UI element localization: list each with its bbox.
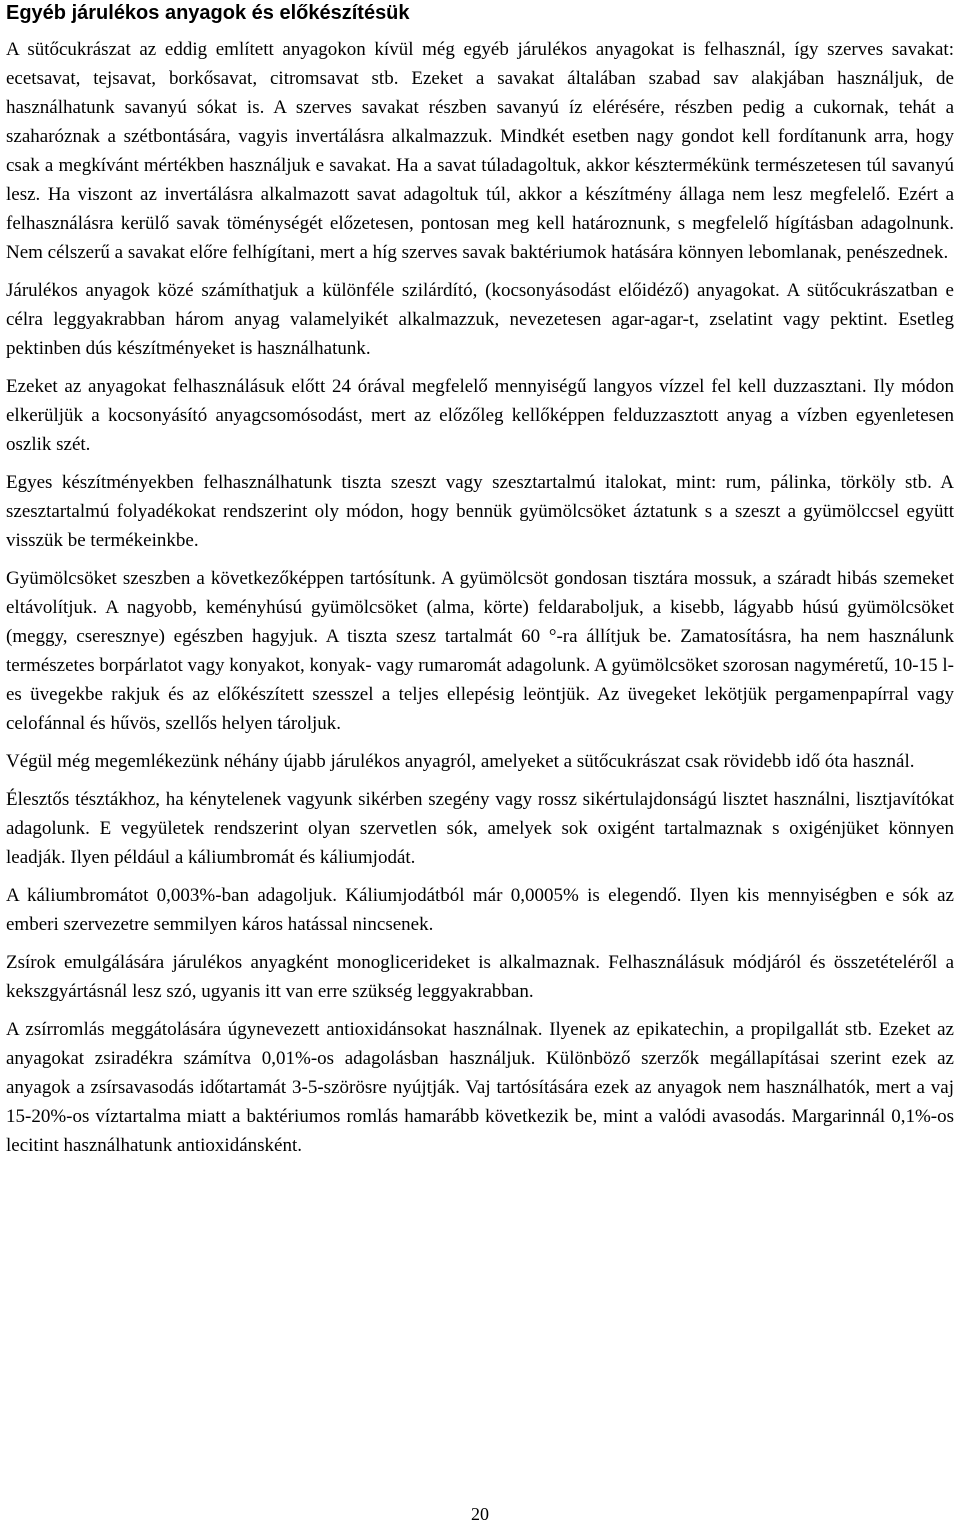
paragraph-fruit-preservation: Gyümölcsöket szeszben a következőképpen tartósítunk. A gyümölcsöt gondosan tisztára mossuk, a száradt hibás szemeket eltávolítjuk. A nagyobb, keményhúsú gyümölcsöket (alma, körte) feldaraboljuk, a kisebb, lágyabb húsú gyümölcsöket (meggy, cseresznye) egészben hagyjuk. A tiszta szesz tartalmát 60 °-ra állítjuk be. Zamatosításra, ha nem használunk természetes borpárlatot vagy konyakot, konyak- vagy rumaromát adagolunk. A gyümölcsöket szorosan nagyméretű, 10-15 l-es üvegekbe rakjuk és az előkészített szesszel a teljes ellepésig leöntjük. Az üvegeket lekötjük pergamenpapírral vagy celofánnal és hűvös, szellős helyen tároljuk. — [6, 568, 954, 734]
paragraph-dosage: A káliumbromátot 0,003%-ban adagoljuk. Káliumjodátból már 0,0005% is elegendő. Ilyen kis mennyiségben e sók az emberi szervezetre semmilyen káros hatással nincsenek. — [6, 885, 954, 935]
paragraph-organic-acids: A sütőcukrászat az eddig említett anyagokon kívül még egyéb járulékos anyagokat is felhasznál, így szerves savakat: ecetsavat, tejsavat, borkősavat, citromsavat stb. Ezeket a savakat általában szabad sav alakjában használjuk, de használhatunk savanyú sókat is. A szerves savakat részben savanyú íz elérésére, részben pedig a cukornak, tehát a szaharóznak a szétbontására, vagyis invertálásra alkalmazzuk. Mindkét esetben nagy gondot kell fordítanunk arra, hogy csak a megkívánt mértékben használjuk e savakat. Ha a savat túladagoltuk, akkor késztermékünk természetesen túl savanyú lesz. Ha viszont az invertálásra alkalmazott savat adagoltuk túl, akkor a készítmény állaga nem lesz megfelelő. Ezért a felhasználásra kerülő savak töménységét előzetesen, pontosan meg kell határoznunk, s megfelelő hígításban adagolnunk. Nem célszerű a savakat előre felhígítani, mert a híg szerves savak baktériumok hatására könnyen lebomlanak, penészednek. — [6, 39, 954, 263]
paragraph-emulsifiers: Zsírok emulgálására járulékos anyagként monoglicerideket is alkalmaznak. Felhasználásuk módjáról és összetételéről a kekszgyártásnál lesz szó, ugyanis itt van erre szükség leggyakrabban. — [6, 952, 954, 1002]
paragraph-flour-improvers: Élesztős tésztákhoz, ha kénytelenek vagyunk sikérben szegény vagy rossz sikértulajdonságú lisztet használni, lisztjavítókat adagolunk. E vegyületek rendszerint olyan szervetlen sók, amelyek sok oxigént tartalmaznak s oxigénjüket könnyen leadják. Ilyen például a káliumbromát és káliumjodát. — [6, 789, 954, 868]
paragraph-newer-additives: Végül még megemlékezünk néhány újabb járulékos anyagról, amelyeket a sütőcukrászat csak rövidebb idő óta használ. — [6, 751, 915, 772]
paragraph-spirits: Egyes készítményekben felhasználhatunk tiszta szeszt vagy szesztartalmú italokat, mint: rum, pálinka, törköly stb. A szesztartalmú folyadékokat rendszerint oly módon, hogy bennük gyümölcsöket áztatunk s a szeszt a gyümölccsel együtt visszük be termékeinkbe. — [6, 472, 954, 551]
paragraph-antioxidants: A zsírromlás meggátolására úgynevezett antioxidánsokat használnak. Ilyenek az epikatechin, a propilgallát stb. Ezeket az anyagokat zsiradékra számítva 0,01%-os adagolásban használjuk. Különböző szerzők megállapításai szerint ezek az anyagok a zsírsavasodás időtartamát 3-5-szörösre nyújtják. Vaj tartósítására ezek az anyagok nem használhatók, mert a vaj 15-20%-os víztartalma miatt a baktériumos romlás hamarább következik be, mint a valódi avasodás. Margarinnál 0,1%-os lecitint használhatunk antioxidánsként. — [6, 1019, 954, 1156]
paragraph-soaking: Ezeket az anyagokat felhasználásuk előtt 24 órával megfelelő mennyiségű langyos vízzel fel kell duzzasztani. Ily módon elkerüljük a kocsonyásító anyagcsomósodást, mert az előzőleg kellőképpen felduzzasztott anyag a vízben egyenletesen oszlik szét. — [6, 376, 954, 455]
paragraph-gelling-agents: Járulékos anyagok közé számíthatjuk a különféle szilárdító, (kocsonyásodást előidéző) anyagokat. A sütőcukrászatban e célra leggyakrabban három anyag valamelyikét alkalmazzuk, nevezetesen agar-agar-t, zselatint vagy pektint. Esetleg pektinben dús készítményeket is használhatunk. — [6, 280, 954, 359]
document-page — [6, 0, 954, 1169]
page-number: 20 — [471, 1504, 489, 1524]
section-heading: Egyéb járulékos anyagok és előkészítésük — [6, 2, 410, 24]
